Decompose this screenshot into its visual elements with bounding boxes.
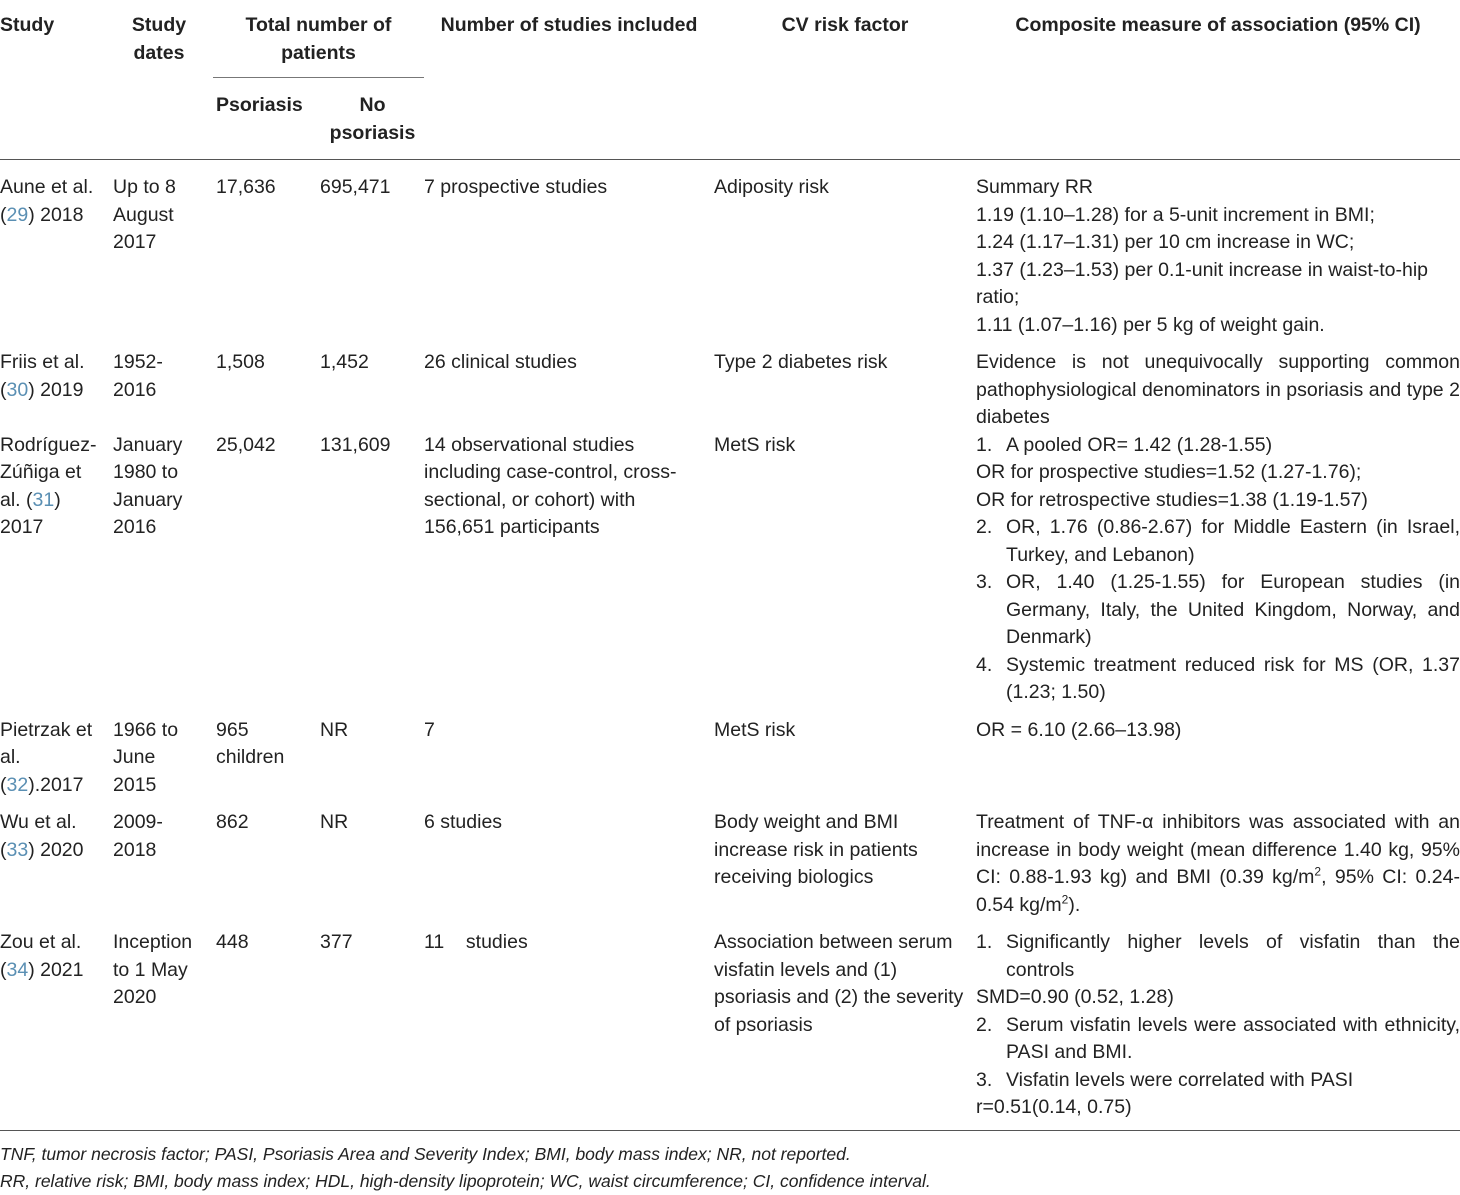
header-row	[0, 0, 1460, 78]
study-dates: Up to 8 August 2017	[113, 176, 176, 253]
list-text: r=0.51(0.14, 0.75)	[976, 1096, 1132, 1118]
composite-line: Summary RR	[976, 176, 1094, 198]
no-psoriasis-count: NR	[320, 811, 349, 833]
no-psoriasis-cell	[316, 707, 424, 800]
study-name: Pietrzak et al.	[0, 718, 93, 768]
list-item	[976, 1067, 1460, 1095]
no-psoriasis-cell	[316, 339, 424, 432]
num-studies: 6 studies	[424, 811, 503, 833]
num-studies: 7	[424, 718, 435, 741]
psoriasis-cell	[213, 160, 316, 340]
header-total-patients: Total number of patients	[213, 0, 424, 78]
psoriasis-count: 17,636	[216, 176, 276, 198]
composite-part: , 95% CI: 0.24-0.54 kg/m	[976, 866, 1460, 916]
composite-cell	[976, 432, 1460, 707]
study-cell: Zou et al. (34) 2021	[0, 919, 113, 1130]
composite-list	[976, 432, 1460, 707]
composite-text	[976, 809, 1460, 919]
study-dates-cell	[113, 919, 213, 1130]
composite-list	[976, 929, 1460, 1122]
list-text: Visfatin levels were correlated with PASI	[1006, 1068, 1354, 1091]
study-name: Zou et al.	[0, 931, 82, 953]
header-study: Study	[0, 14, 55, 36]
list-item	[976, 514, 1460, 569]
study-cell: Wu et al. (33) 2020	[0, 811, 84, 861]
psoriasis-cell	[213, 919, 316, 1130]
cv-risk-cell	[714, 339, 976, 432]
list-item	[976, 1094, 1460, 1122]
psoriasis-cell	[213, 339, 316, 432]
study-name: Friis et al.	[0, 351, 85, 373]
list-number: 3.	[976, 571, 993, 593]
list-text: Serum visfatin levels were associated with ethnicity, PASI and BMI.	[1006, 1013, 1460, 1063]
cv-risk-cell	[714, 432, 976, 707]
cv-risk-cell	[714, 799, 976, 919]
cv-risk-cell	[714, 919, 976, 1130]
no-psoriasis-cell	[316, 160, 424, 340]
cv-risk: Association between serum visfatin levels and (1) psoriasis and (2) the severity of psoriasis	[714, 931, 964, 1036]
composite-cell	[976, 919, 1460, 1130]
list-item	[976, 459, 1460, 487]
composite-line: 1.24 (1.17–1.31) per 10 cm increase in WC;	[976, 231, 1355, 253]
num-studies-cell	[424, 799, 714, 919]
list-number: 1.	[976, 433, 993, 456]
table-row	[0, 799, 1460, 919]
study-year: .2017	[34, 773, 84, 796]
list-item	[976, 432, 1460, 460]
study-cell: Pietrzak et al. (32).2017	[0, 718, 93, 796]
list-item	[976, 569, 1460, 652]
footnote-1: TNF, tumor necrosis factor; PASI, Psoriasis Area and Severity Index; BMI, body mass index; NR, not reported.	[0, 1143, 851, 1164]
study-dates: 1952-2016	[113, 351, 163, 401]
no-psoriasis-cell	[316, 799, 424, 919]
composite-cell	[976, 339, 1460, 432]
superscript: 2	[1061, 892, 1069, 906]
cv-risk: Adiposity risk	[714, 176, 829, 198]
psoriasis-count: 448	[216, 931, 249, 953]
study-year: 2017	[0, 516, 44, 538]
cv-risk: MetS risk	[714, 718, 796, 741]
reference-link[interactable]: 31	[32, 488, 55, 511]
list-text: A pooled OR= 1.42 (1.28-1.55)	[1006, 433, 1273, 456]
header-study-dates: Study dates	[131, 14, 187, 64]
reference-link[interactable]: 33	[6, 838, 29, 861]
psoriasis-count: 862	[216, 811, 249, 833]
psoriasis-count: 25,042	[216, 433, 276, 456]
cv-risk-cell	[714, 160, 976, 340]
study-year: 2018	[34, 203, 84, 226]
num-studies-cell	[424, 432, 714, 707]
reference-link[interactable]: 29	[6, 203, 29, 226]
study-year: 2021	[34, 958, 84, 981]
psoriasis-cell	[213, 799, 316, 919]
list-item	[976, 1012, 1460, 1067]
composite-line: 1.19 (1.10–1.28) for a 5-unit increment in BMI;	[976, 203, 1375, 226]
list-item	[976, 984, 1460, 1012]
num-studies: 26 clinical studies	[424, 351, 577, 373]
psoriasis-count: 965 children	[216, 718, 285, 768]
composite-line: 1.37 (1.23–1.53) per 0.1-unit increase in waist-to-hip ratio;	[976, 258, 1429, 308]
study-dates-cell	[113, 160, 213, 340]
header-cv-risk: CV risk factor	[781, 14, 909, 36]
list-item	[976, 652, 1460, 707]
study-dates: January 1980 to January 2016	[113, 433, 183, 538]
num-studies: 14 observational studies including case-control, cross-sectional, or cohort) with 156,651 participants	[424, 433, 677, 538]
num-studies: 11 studies	[424, 931, 528, 953]
no-psoriasis-cell	[316, 432, 424, 707]
composite-line: OR = 6.10 (2.66–13.98)	[976, 718, 1182, 741]
list-text: OR for prospective studies=1.52 (1.27-1.76);	[976, 461, 1362, 483]
footnotes	[0, 1131, 1460, 1195]
psoriasis-cell	[213, 707, 316, 800]
study-year: 2019	[34, 378, 84, 401]
list-number: 2.	[976, 1013, 993, 1036]
study-dates: 1966 to June 2015	[113, 718, 179, 796]
study-dates-cell	[113, 339, 213, 432]
num-studies-cell	[424, 919, 714, 1130]
reference-link[interactable]: 30	[6, 378, 29, 401]
list-item	[976, 487, 1460, 515]
study-cell: Aune et al. (29) 2018	[0, 160, 113, 340]
no-psoriasis-count: NR	[320, 718, 349, 741]
list-number: 4.	[976, 653, 993, 676]
header-composite: Composite measure of association (95% CI)	[1015, 14, 1421, 36]
list-text: SMD=0.90 (0.52, 1.28)	[976, 986, 1174, 1008]
cv-risk: Type 2 diabetes risk	[714, 351, 888, 373]
list-text: Systemic treatment reduced risk for MS (OR, 1.37 (1.23; 1.50)	[1006, 653, 1460, 703]
composite-line: 1.11 (1.07–1.16) per 5 kg of weight gain.	[976, 313, 1325, 336]
cv-risk: Body weight and BMI increase risk in patients receiving biologics	[714, 811, 918, 888]
no-psoriasis-cell	[316, 919, 424, 1130]
num-studies-cell	[424, 160, 714, 340]
cv-risk-cell	[714, 707, 976, 800]
psoriasis-count: 1,508	[216, 351, 265, 373]
header-num-studies: Number of studies included	[440, 14, 698, 36]
study-dates-cell	[113, 707, 213, 800]
composite-cell	[976, 160, 1460, 340]
study-cell: Rodríguez-Zúñiga et al. (31) 2017	[0, 433, 97, 538]
no-psoriasis-count: 1,452	[320, 351, 369, 373]
num-studies-cell	[424, 339, 714, 432]
study-dates-cell	[113, 432, 213, 707]
list-number: 1.	[976, 931, 993, 953]
composite-part: ).	[1068, 893, 1081, 916]
superscript: 2	[1314, 864, 1322, 879]
composite-cell	[976, 707, 1460, 800]
num-studies-cell	[424, 707, 714, 800]
study-dates: Inception to 1 May 2020	[113, 931, 193, 1008]
study-year: 2020	[34, 838, 84, 861]
list-text: OR for retrospective studies=1.38 (1.19-1.57)	[976, 488, 1368, 511]
list-text: Significantly higher levels of visfatin than the controls	[1006, 931, 1460, 981]
header-no-psoriasis: No psoriasis	[329, 94, 416, 144]
cv-risk: MetS risk	[714, 433, 796, 456]
psoriasis-cell	[213, 432, 316, 707]
composite-part: Treatment of TNF-α inhibitors was associated with an increase in body weight (mean difference 1.40 kg, 95% CI: 0.88-1.93 kg) and BMI (0.39 kg/m	[976, 811, 1460, 888]
list-number: 3.	[976, 1068, 993, 1091]
list-text: OR, 1.76 (0.86-2.67) for Middle Eastern (in Israel, Turkey, and Lebanon)	[1006, 516, 1460, 566]
reference-link[interactable]: 34	[6, 958, 29, 981]
no-psoriasis-count: 377	[320, 931, 353, 953]
table-row	[0, 707, 1460, 800]
table-row	[0, 919, 1460, 1130]
list-text: OR, 1.40 (1.25-1.55) for European studies (in Germany, Italy, the United Kingdom, Norway, and Denmark)	[1006, 571, 1460, 648]
composite-cell	[976, 799, 1460, 919]
study-dates: 2009-2018	[113, 811, 163, 861]
footnote-2: RR, relative risk; BMI, body mass index; HDL, high-density lipoprotein; WC, waist circumference; CI, confidence interval.	[0, 1170, 931, 1191]
study-name: Wu et al.	[0, 811, 77, 833]
list-item	[976, 929, 1460, 984]
list-number: 2.	[976, 516, 993, 538]
no-psoriasis-count: 695,471	[320, 176, 391, 198]
no-psoriasis-count: 131,609	[320, 433, 391, 456]
study-cell: Friis et al. (30) 2019	[0, 351, 85, 401]
table-row	[0, 432, 1460, 707]
table-row	[0, 339, 1460, 432]
study-name: Rodríguez-Zúñiga et al.	[0, 433, 97, 511]
header-psoriasis: Psoriasis	[216, 94, 303, 116]
study-dates-cell	[113, 799, 213, 919]
table-row	[0, 160, 1460, 340]
reference-link[interactable]: 32	[6, 773, 29, 796]
composite-line: Evidence is not unequivocally supporting common pathophysiological denominators in psoriasis and type 2 diabetes	[976, 351, 1460, 428]
num-studies: 7 prospective studies	[424, 176, 608, 198]
study-name: Aune et al.	[0, 176, 94, 198]
